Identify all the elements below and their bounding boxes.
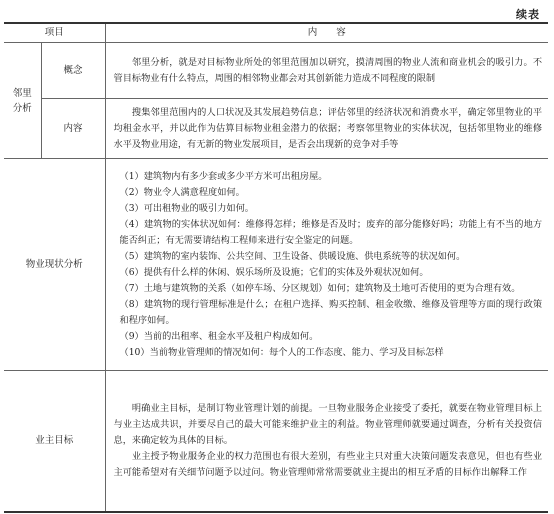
status-item-10: （10）当前物业管理师的情况如何：每个人的工作态度、能力、学习及目标怎样 (119, 346, 444, 358)
content-paragraph: 搜集邻里范围内的人口状况及其发展趋势信息；评估邻里的经济状况和消费水平，确定邻里物业的平均租金水平，并以此作为估算目标物业租金潜力的依据；考察邻里物业的实体状况，包括邻里物业的维修水平及物业用途，有无新的物业发展项目，是否会出现新的竞争对手等 (113, 106, 543, 150)
table-row (4, 159, 548, 371)
status-item-6: （6）提供有什么样的休闲、娱乐场所及设施；它们的实体及外观状况如何。 (119, 266, 429, 278)
table-row (4, 99, 548, 159)
status-item-7: （7）土地与建筑物的关系（如停车场、分区规划）如何；建筑物及土地可否使用的更为合理有效。 (119, 282, 521, 294)
cell-status-list (105, 159, 548, 371)
status-item-1: （1）建筑物内有多少套或多少平方米可出租房屋。 (119, 170, 328, 182)
table-header-row (4, 23, 548, 43)
owner-paragraph-1: 明确业主目标，是制订物业管理计划的前提。一旦物业服务企业接受了委托，就要在物业管理目标上与业主达成共识，并要尽自己的最大可能来维护业主的利益。物业管理师就要通过调查，分析有关投资信息，来确定较为具体的目标。 (113, 402, 543, 446)
category-owner-goals: 业主目标 (4, 371, 105, 512)
cell-concept-text (105, 43, 548, 99)
table-row (4, 371, 548, 512)
status-item-3: （3）可出租物业的吸引力如何。 (119, 202, 254, 214)
status-item-5: （5）建筑物的室内装饰、公共空间、卫生设备、供暖设施、供电系统等的状况如何。 (119, 250, 466, 262)
table-row (4, 43, 548, 99)
status-item-9: （9）当前的出租率、租金水平及租户构成如何。 (119, 330, 319, 342)
category-label: 邻里分析 (12, 87, 32, 114)
category-neighborhood-analysis (4, 43, 41, 159)
cell-content-text (105, 99, 548, 159)
status-item-4: （4）建筑物的实体状况如何：维修得怎样；维修是否及时；废弃的部分能修好吗；功能上有不当的地方能否纠正；有无需要请结构工程师来进行安全鉴定的问题。 (119, 218, 543, 246)
status-item-2: （2）物业令人满意程度如何。 (119, 186, 245, 198)
column-header-content: 内 容 (105, 23, 548, 43)
concept-paragraph: 邻里分析，就是对目标物业所处的邻里范围加以研究，摸清周围的物业人流和商业机会的吸引力。不管目标物业有什么特点，周围的相邻物业都会对其创新能力造成不同程度的限制 (113, 56, 543, 84)
continued-table-label: 续表 (516, 8, 540, 21)
owner-paragraph-2: 业主授予物业服务企业的权力范围也有很大差别，有些业主只对重大决策问题发表意见，但也有些业主可能希望对有关细节问题予以过问。物业管理师常常需要就业主提出的相互矛盾的目标作出解释工作 (113, 450, 543, 478)
status-item-8: （8）建筑物的现行管理标准是什么；在租户选择、购买控制、租金收缴、维修及管理等方面的现行政策和程序如何。 (119, 298, 543, 326)
subcategory-concept: 概念 (41, 43, 105, 99)
content-table (4, 22, 548, 513)
subcategory-content: 内容 (41, 99, 105, 159)
category-status-analysis: 物业现状分析 (4, 159, 105, 371)
column-header-item: 项目 (4, 23, 105, 43)
cell-owner-text (105, 371, 548, 512)
